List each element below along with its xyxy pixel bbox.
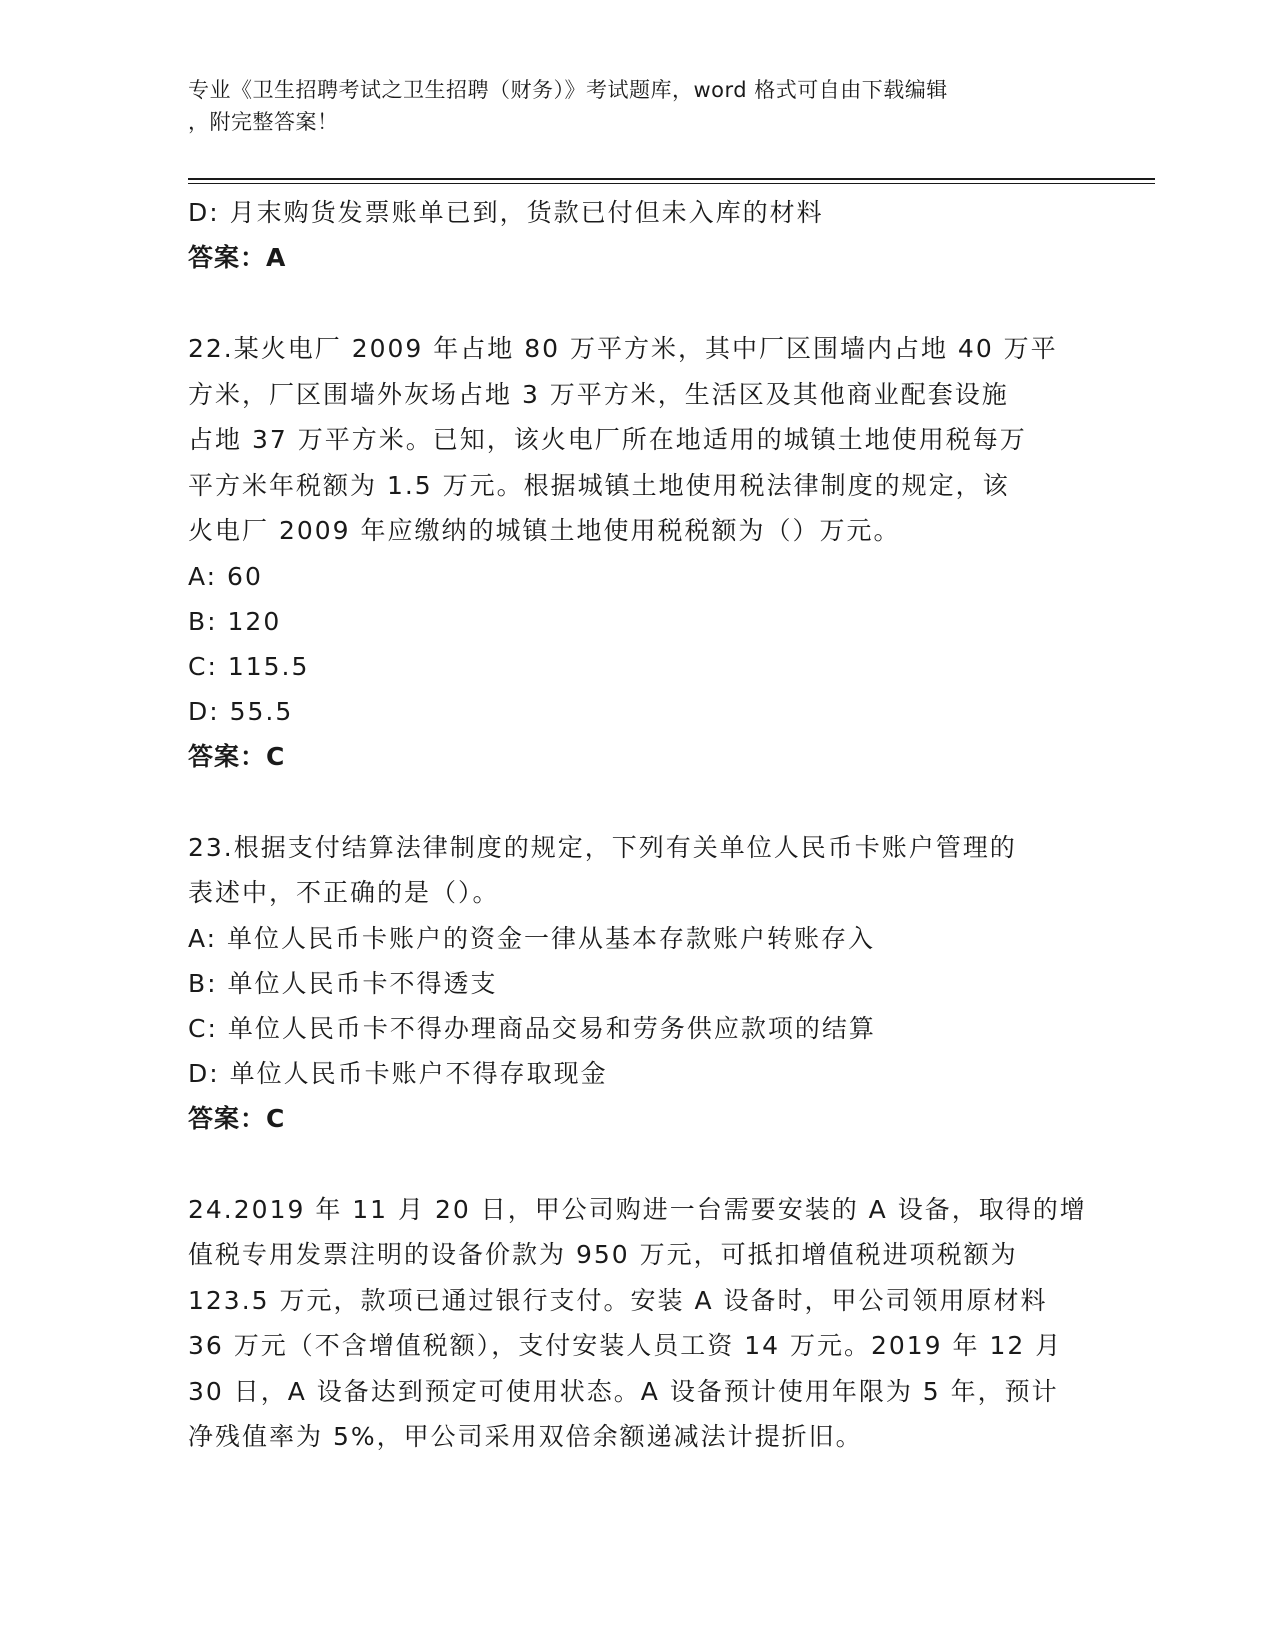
question-line: 30 日，A 设备达到预定可使用状态。A 设备预计使用年限为 5 年，预计 [188, 1376, 1059, 1406]
question-22 [188, 326, 1088, 779]
question-line: 净残值率为 5%，甲公司采用双倍余额递减法计提折旧。 [188, 1422, 863, 1451]
document-body [188, 190, 1088, 1460]
option-d: D: 55.5 [188, 696, 294, 726]
header-line-1: 专业《卫生招聘考试之卫生招聘（财务）》考试题库，word 格式可自由下载编辑 [188, 78, 948, 102]
question-line: 平方米年税额为 1.5 万元。根据城镇土地使用税法律制度的规定，该 [188, 470, 1010, 500]
question-line: 占地 37 万平方米。已知，该火电厂所在地适用的城镇土地使用税每万 [188, 425, 1027, 454]
previous-question-tail [188, 190, 1088, 280]
question-line: 火电厂 2009 年应缴纳的城镇土地使用税税额为（）万元。 [188, 516, 901, 545]
answer-line: 答案：A [188, 243, 287, 272]
spacer [188, 1141, 1088, 1187]
question-text [188, 1187, 1088, 1460]
question-24 [188, 1187, 1088, 1460]
question-line: 23.根据支付结算法律制度的规定，下列有关单位人民币卡账户管理的 [188, 832, 1017, 862]
question-line: 22.某火电厂 2009 年占地 80 万平方米，其中厂区围墙内占地 40 万平 [188, 334, 1058, 363]
option-d: D: 单位人民币卡账户不得存取现金 [188, 1058, 608, 1088]
option-d: D: 月末购货发票账单已到，货款已付但未入库的材料 [188, 198, 824, 227]
question-line: 24.2019 年 11 月 20 日，甲公司购进一台需要安装的 A 设备，取得的增 [188, 1194, 1087, 1224]
question-line: 方米，厂区围墙外灰场占地 3 万平方米，生活区及其他商业配套设施 [188, 379, 1009, 409]
option-c: C: 115.5 [188, 651, 310, 681]
question-text [188, 825, 1088, 916]
option-a: A: 单位人民币卡账户的资金一律从基本存款账户转账存入 [188, 923, 876, 953]
question-line: 123.5 万元，款项已通过银行支付。安装 A 设备时，甲公司领用原材料 [188, 1285, 1048, 1315]
question-line: 表述中，不正确的是（）。 [188, 878, 500, 907]
option-c: C: 单位人民币卡不得办理商品交易和劳务供应款项的结算 [188, 1013, 876, 1043]
header-line-2: ，附完整答案！ [188, 110, 339, 134]
document-header [188, 74, 1088, 138]
question-line: 36 万元（不含增值税额），支付安装人员工资 14 万元。2019 年 12 月 [188, 1331, 1063, 1360]
question-text [188, 326, 1088, 554]
answer-line: 答案：C [188, 741, 286, 771]
option-b: B: 120 [188, 606, 282, 636]
spacer [188, 779, 1088, 825]
header-divider-thin [188, 183, 1155, 184]
option-b: B: 单位人民币卡不得透支 [188, 968, 498, 998]
answer-line: 答案：C [188, 1103, 286, 1133]
option-a: A: 60 [188, 561, 263, 591]
header-divider-thick [188, 178, 1155, 180]
spacer [188, 280, 1088, 326]
question-line: 值税专用发票注明的设备价款为 950 万元，可抵扣增值税进项税额为 [188, 1240, 1018, 1269]
question-23 [188, 825, 1088, 1141]
